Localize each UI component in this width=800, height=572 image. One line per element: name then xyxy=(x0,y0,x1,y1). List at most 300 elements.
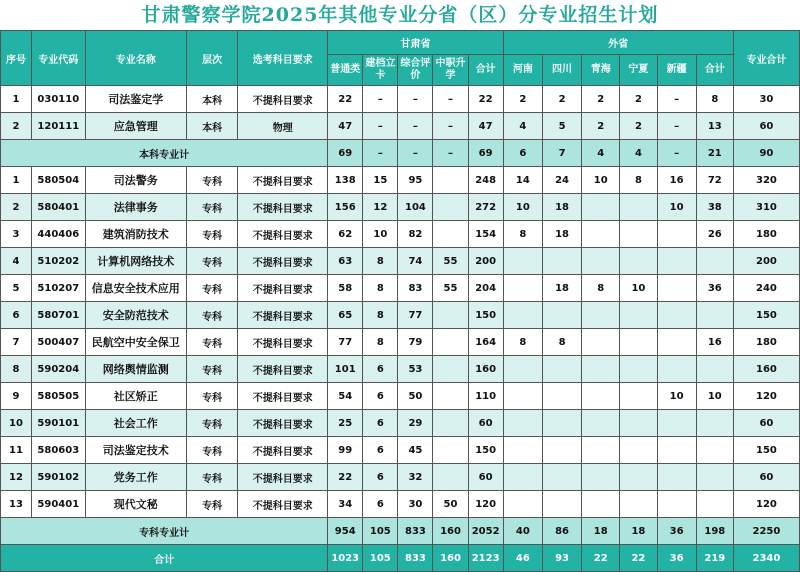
table-cell: 16 xyxy=(696,329,733,356)
table-cell: 8 xyxy=(363,248,398,275)
table-cell: 72 xyxy=(696,167,733,194)
table-row xyxy=(1,221,800,248)
table-cell xyxy=(582,302,620,329)
table-cell: 310 xyxy=(733,194,799,221)
table-cell: 社区矫正 xyxy=(85,383,186,410)
zhuanke-subtotal-row xyxy=(1,518,800,545)
table-cell: 58 xyxy=(328,275,363,302)
enrollment-plan-table xyxy=(0,30,800,572)
table-cell: 50 xyxy=(398,383,433,410)
table-cell xyxy=(696,410,733,437)
table-row xyxy=(1,410,800,437)
grand-total-row-label: 合计 xyxy=(1,545,328,572)
table-cell: 不提科目要求 xyxy=(238,383,328,410)
table-cell: 440406 xyxy=(31,221,85,248)
table-cell: 154 xyxy=(468,221,503,248)
table-cell xyxy=(503,275,542,302)
table-cell xyxy=(542,302,581,329)
table-cell: 590204 xyxy=(31,356,85,383)
table-cell: 6 xyxy=(1,302,32,329)
table-cell: 580701 xyxy=(31,302,85,329)
table-cell: 18 xyxy=(620,518,657,545)
table-cell xyxy=(657,302,696,329)
table-cell: 105 xyxy=(363,545,398,572)
table-cell: 2250 xyxy=(733,518,799,545)
table-cell: – xyxy=(363,140,398,167)
table-cell xyxy=(696,356,733,383)
table-cell: 2340 xyxy=(733,545,799,572)
table-cell: 专科 xyxy=(186,437,238,464)
header-name: 专业名称 xyxy=(85,31,186,86)
table-cell: 590102 xyxy=(31,464,85,491)
header-total: 专业合计 xyxy=(733,31,799,86)
table-cell: 030110 xyxy=(31,86,85,113)
table-cell: 83 xyxy=(398,275,433,302)
table-cell: 200 xyxy=(468,248,503,275)
table-cell: 专科 xyxy=(186,356,238,383)
table-cell xyxy=(503,356,542,383)
table-cell: 272 xyxy=(468,194,503,221)
table-cell: 8 xyxy=(620,167,657,194)
table-cell: 4 xyxy=(1,248,32,275)
table-cell: 45 xyxy=(398,437,433,464)
table-cell: – xyxy=(657,140,696,167)
grand-total-row xyxy=(1,545,800,572)
table-cell: 8 xyxy=(696,86,733,113)
table-cell: 专科 xyxy=(186,491,238,518)
header-outside: 外省 xyxy=(503,31,733,55)
table-cell: 22 xyxy=(468,86,503,113)
table-cell: 580504 xyxy=(31,167,85,194)
table-cell: – xyxy=(433,140,468,167)
table-row xyxy=(1,86,800,113)
table-cell: 21 xyxy=(696,140,733,167)
table-cell xyxy=(582,410,620,437)
table-cell xyxy=(620,329,657,356)
table-cell xyxy=(657,329,696,356)
table-cell: 18 xyxy=(542,275,581,302)
table-cell xyxy=(582,248,620,275)
table-cell: 36 xyxy=(696,275,733,302)
table-cell: 司法警务 xyxy=(85,167,186,194)
table-cell: 计算机网络技术 xyxy=(85,248,186,275)
table-cell xyxy=(542,410,581,437)
table-cell: 69 xyxy=(468,140,503,167)
table-cell xyxy=(657,356,696,383)
table-cell: 6 xyxy=(363,464,398,491)
table-cell: 专科 xyxy=(186,302,238,329)
table-cell: 55 xyxy=(433,275,468,302)
table-cell: – xyxy=(363,113,398,140)
table-cell: 8 xyxy=(503,221,542,248)
table-cell: 65 xyxy=(328,302,363,329)
table-cell: 510202 xyxy=(31,248,85,275)
table-cell: 200 xyxy=(733,248,799,275)
table-cell: 160 xyxy=(468,356,503,383)
table-cell: 1023 xyxy=(328,545,363,572)
table-cell: 954 xyxy=(328,518,363,545)
table-cell xyxy=(582,194,620,221)
header-code: 专业代码 xyxy=(31,31,85,86)
table-cell: 物理 xyxy=(238,113,328,140)
table-cell: 120 xyxy=(468,491,503,518)
table-cell xyxy=(433,302,468,329)
table-cell xyxy=(620,410,657,437)
table-cell xyxy=(657,275,696,302)
table-cell: 580505 xyxy=(31,383,85,410)
table-cell: 民航空中安全保卫 xyxy=(85,329,186,356)
table-cell xyxy=(542,383,581,410)
zhuanke-subtotal-row-label: 专科专业计 xyxy=(1,518,328,545)
table-cell: 本科 xyxy=(186,86,238,113)
table-cell: 1 xyxy=(1,86,32,113)
table-cell: 不提科目要求 xyxy=(238,248,328,275)
table-row xyxy=(1,464,800,491)
table-row xyxy=(1,437,800,464)
table-cell: 2 xyxy=(620,113,657,140)
table-cell: 8 xyxy=(503,329,542,356)
table-cell: 219 xyxy=(696,545,733,572)
table-cell: – xyxy=(657,113,696,140)
table-cell: 不提科目要求 xyxy=(238,194,328,221)
table-cell: 77 xyxy=(328,329,363,356)
table-cell: 77 xyxy=(398,302,433,329)
table-cell: 不提科目要求 xyxy=(238,329,328,356)
header-gansu-vocational: 中职升学 xyxy=(433,55,468,86)
table-cell xyxy=(542,248,581,275)
table-cell: 4 xyxy=(620,140,657,167)
table-cell: 2 xyxy=(1,113,32,140)
table-cell: 司法鉴定学 xyxy=(85,86,186,113)
table-cell: 36 xyxy=(657,518,696,545)
table-cell: 10 xyxy=(503,194,542,221)
table-cell: 8 xyxy=(1,356,32,383)
table-cell: – xyxy=(657,86,696,113)
table-cell: 不提科目要求 xyxy=(238,167,328,194)
table-cell: 12 xyxy=(363,194,398,221)
table-cell: 248 xyxy=(468,167,503,194)
table-cell xyxy=(696,491,733,518)
table-cell xyxy=(433,329,468,356)
table-cell xyxy=(582,383,620,410)
header-gansu-regular: 普通类 xyxy=(328,55,363,86)
table-cell: 160 xyxy=(733,356,799,383)
table-cell: 2 xyxy=(503,86,542,113)
table-cell: 专科 xyxy=(186,410,238,437)
table-cell: 1 xyxy=(1,167,32,194)
table-cell: 240 xyxy=(733,275,799,302)
table-cell: 22 xyxy=(582,545,620,572)
table-cell xyxy=(582,464,620,491)
table-cell xyxy=(582,329,620,356)
table-cell: 160 xyxy=(433,518,468,545)
table-cell: 10 xyxy=(1,410,32,437)
table-cell: 60 xyxy=(733,410,799,437)
table-cell: 不提科目要求 xyxy=(238,275,328,302)
table-cell xyxy=(433,410,468,437)
table-body xyxy=(1,86,800,572)
table-cell xyxy=(582,221,620,248)
header-henan: 河南 xyxy=(503,55,542,86)
table-cell xyxy=(503,383,542,410)
table-cell: 47 xyxy=(468,113,503,140)
table-cell: 95 xyxy=(398,167,433,194)
table-cell: 53 xyxy=(398,356,433,383)
table-cell xyxy=(433,221,468,248)
table-cell: 60 xyxy=(733,464,799,491)
table-cell: 不提科目要求 xyxy=(238,437,328,464)
table-cell: 180 xyxy=(733,221,799,248)
header-requirement: 选考科目要求 xyxy=(238,31,328,86)
table-cell: 580401 xyxy=(31,194,85,221)
table-cell: 2 xyxy=(1,194,32,221)
table-cell xyxy=(542,491,581,518)
table-cell: 50 xyxy=(433,491,468,518)
table-cell: 专科 xyxy=(186,275,238,302)
table-cell: 93 xyxy=(542,545,581,572)
table-cell: 62 xyxy=(328,221,363,248)
table-cell xyxy=(696,302,733,329)
table-cell: 590101 xyxy=(31,410,85,437)
table-row xyxy=(1,113,800,140)
table-cell: – xyxy=(433,86,468,113)
table-cell: 590401 xyxy=(31,491,85,518)
table-cell: 150 xyxy=(733,302,799,329)
table-cell xyxy=(582,491,620,518)
table-cell: 8 xyxy=(363,275,398,302)
benke-subtotal-row-label: 本科专业计 xyxy=(1,140,328,167)
table-cell: 司法鉴定技术 xyxy=(85,437,186,464)
table-cell xyxy=(503,491,542,518)
table-cell xyxy=(433,356,468,383)
table-cell xyxy=(542,356,581,383)
table-cell: 26 xyxy=(696,221,733,248)
table-cell xyxy=(657,248,696,275)
table-cell: 6 xyxy=(363,383,398,410)
table-cell: 专科 xyxy=(186,383,238,410)
header-qinghai: 青海 xyxy=(582,55,620,86)
table-cell: 10 xyxy=(657,383,696,410)
table-cell: 510207 xyxy=(31,275,85,302)
table-cell xyxy=(620,248,657,275)
table-cell xyxy=(542,464,581,491)
table-cell xyxy=(433,167,468,194)
table-cell: 86 xyxy=(542,518,581,545)
header-gansu-total: 合计 xyxy=(468,55,503,86)
table-cell xyxy=(620,491,657,518)
table-cell xyxy=(657,491,696,518)
header-ningxia: 宁夏 xyxy=(620,55,657,86)
table-cell: 46 xyxy=(503,545,542,572)
table-cell: 不提科目要求 xyxy=(238,356,328,383)
table-cell: 专科 xyxy=(186,167,238,194)
table-cell: 8 xyxy=(363,329,398,356)
table-cell: 79 xyxy=(398,329,433,356)
table-cell: 本科 xyxy=(186,113,238,140)
table-cell: 833 xyxy=(398,545,433,572)
table-cell: 180 xyxy=(733,329,799,356)
table-cell: 101 xyxy=(328,356,363,383)
table-cell: 4 xyxy=(503,113,542,140)
table-cell: 2 xyxy=(620,86,657,113)
table-cell: 90 xyxy=(733,140,799,167)
table-cell: 6 xyxy=(363,410,398,437)
benke-subtotal-row xyxy=(1,140,800,167)
table-cell: 应急管理 xyxy=(85,113,186,140)
table-cell: 不提科目要求 xyxy=(238,86,328,113)
page-title: 甘肃警察学院2025年其他专业分省（区）分专业招生计划 xyxy=(141,4,659,26)
table-row xyxy=(1,329,800,356)
table-cell: 40 xyxy=(503,518,542,545)
table-cell: 82 xyxy=(398,221,433,248)
table-cell: 150 xyxy=(733,437,799,464)
table-cell: 专科 xyxy=(186,248,238,275)
table-cell: 833 xyxy=(398,518,433,545)
table-cell: 29 xyxy=(398,410,433,437)
table-cell: – xyxy=(398,86,433,113)
table-cell: 不提科目要求 xyxy=(238,464,328,491)
table-cell: 不提科目要求 xyxy=(238,491,328,518)
header-gansu-comprehensive: 综合评价 xyxy=(398,55,433,86)
table-cell xyxy=(433,194,468,221)
table-cell: 13 xyxy=(696,113,733,140)
table-cell: 60 xyxy=(733,113,799,140)
table-cell: 2 xyxy=(582,113,620,140)
table-cell: – xyxy=(398,140,433,167)
table-cell: 13 xyxy=(1,491,32,518)
table-row xyxy=(1,248,800,275)
table-cell: 专科 xyxy=(186,194,238,221)
table-cell: 580603 xyxy=(31,437,85,464)
table-cell: 54 xyxy=(328,383,363,410)
table-cell xyxy=(620,437,657,464)
table-cell: 38 xyxy=(696,194,733,221)
table-cell: 16 xyxy=(657,167,696,194)
table-cell: 120 xyxy=(733,383,799,410)
table-cell: 150 xyxy=(468,437,503,464)
table-cell: 500407 xyxy=(31,329,85,356)
table-cell: 8 xyxy=(363,302,398,329)
table-cell xyxy=(503,437,542,464)
table-cell: 3 xyxy=(1,221,32,248)
table-cell xyxy=(657,437,696,464)
header-gansu: 甘肃省 xyxy=(328,31,504,55)
table-cell: 10 xyxy=(696,383,733,410)
table-cell: 198 xyxy=(696,518,733,545)
table-cell: 14 xyxy=(503,167,542,194)
table-cell xyxy=(503,464,542,491)
table-cell: 12 xyxy=(1,464,32,491)
table-cell xyxy=(620,221,657,248)
table-cell: 2 xyxy=(582,86,620,113)
table-cell: 160 xyxy=(433,545,468,572)
table-cell: 6 xyxy=(363,491,398,518)
table-cell: 5 xyxy=(542,113,581,140)
table-cell: 32 xyxy=(398,464,433,491)
table-cell: 164 xyxy=(468,329,503,356)
table-row xyxy=(1,194,800,221)
table-cell: 专科 xyxy=(186,464,238,491)
table-cell xyxy=(620,356,657,383)
table-row xyxy=(1,302,800,329)
table-cell: 2123 xyxy=(468,545,503,572)
header-xinjiang: 新疆 xyxy=(657,55,696,86)
table-cell: 专科 xyxy=(186,329,238,356)
table-cell: 99 xyxy=(328,437,363,464)
table-cell: 现代文秘 xyxy=(85,491,186,518)
table-cell: 120 xyxy=(733,491,799,518)
table-cell: 138 xyxy=(328,167,363,194)
table-row xyxy=(1,275,800,302)
table-cell xyxy=(620,383,657,410)
table-cell: 55 xyxy=(433,248,468,275)
table-cell: 7 xyxy=(542,140,581,167)
header-seq: 序号 xyxy=(1,31,32,86)
table-cell xyxy=(582,356,620,383)
table-cell: 社会工作 xyxy=(85,410,186,437)
table-cell xyxy=(620,464,657,491)
table-cell: 专科 xyxy=(186,221,238,248)
table-cell: 69 xyxy=(328,140,363,167)
table-cell xyxy=(433,437,468,464)
table-cell: 110 xyxy=(468,383,503,410)
table-cell: 15 xyxy=(363,167,398,194)
table-cell: 104 xyxy=(398,194,433,221)
table-cell: 156 xyxy=(328,194,363,221)
table-cell xyxy=(433,383,468,410)
table-row xyxy=(1,491,800,518)
table-cell: 9 xyxy=(1,383,32,410)
table-cell xyxy=(657,464,696,491)
table-cell: 30 xyxy=(398,491,433,518)
table-cell: 5 xyxy=(1,275,32,302)
table-cell: 2 xyxy=(542,86,581,113)
table-cell: 8 xyxy=(582,275,620,302)
table-cell: 18 xyxy=(542,194,581,221)
table-cell: 18 xyxy=(582,518,620,545)
table-cell: 18 xyxy=(542,221,581,248)
table-cell: 30 xyxy=(733,86,799,113)
table-cell xyxy=(503,248,542,275)
table-cell: 8 xyxy=(542,329,581,356)
table-cell: 6 xyxy=(503,140,542,167)
table-cell: 不提科目要求 xyxy=(238,302,328,329)
table-cell: 10 xyxy=(582,167,620,194)
table-cell: 25 xyxy=(328,410,363,437)
table-cell: 6 xyxy=(363,356,398,383)
table-cell: – xyxy=(398,113,433,140)
table-cell: 11 xyxy=(1,437,32,464)
table-cell xyxy=(503,410,542,437)
table-cell: – xyxy=(433,113,468,140)
table-cell: 120111 xyxy=(31,113,85,140)
table-cell: 36 xyxy=(657,545,696,572)
table-cell xyxy=(696,464,733,491)
table-cell: 60 xyxy=(468,410,503,437)
table-cell: 63 xyxy=(328,248,363,275)
table-cell xyxy=(657,410,696,437)
header-outside-total: 合计 xyxy=(696,55,733,86)
table-cell xyxy=(433,464,468,491)
table-row xyxy=(1,167,800,194)
table-cell: 安全防范技术 xyxy=(85,302,186,329)
table-cell: 150 xyxy=(468,302,503,329)
table-cell: 2052 xyxy=(468,518,503,545)
table-cell: 22 xyxy=(328,86,363,113)
table-cell: 党务工作 xyxy=(85,464,186,491)
table-cell: 74 xyxy=(398,248,433,275)
table-cell: 法律事务 xyxy=(85,194,186,221)
